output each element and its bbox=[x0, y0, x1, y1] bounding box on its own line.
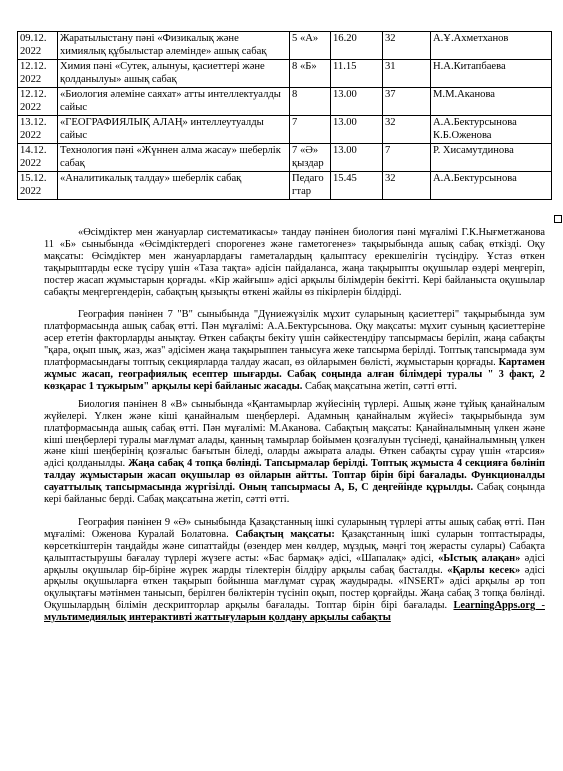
table-cell-time: 13.00 bbox=[331, 88, 383, 116]
table-cell-class: 7 «Ә» қыздар bbox=[290, 144, 331, 172]
paragraph-text: География пәнінен 9 «Ә» сыныбында Қазақстанның ішкі суларының түрлері атты ашық сабақ өтті. Пән мұғалімі: Оженова Куралай Болатовна. bbox=[44, 516, 545, 540]
paragraph-text: Сабақ мақсатына жетіп, сәтті өтті. bbox=[304, 380, 457, 392]
table-row bbox=[18, 116, 552, 144]
events-table-body bbox=[18, 32, 552, 200]
paragraph-biology-8v bbox=[44, 399, 545, 506]
table-row bbox=[18, 144, 552, 172]
paragraph-text: Биология пәнінен 8 «В» сыныбында «Қантамырлар жүйесінің түрлері. Ашық және тұйық қанайналым жүйелері. Үлкен және кіші қанайналым шеңберлері. Адамның қанайналым жүйесі» тақырыбында зум платформасында ашық сабақ өтті. Пән мұғалімі: М.Аканова. Сабақтың мақсаты: Қанайналымның үлкен және кіші шеңберлері туралы мағлұмат алады, қанның тамырлар бойымен қозғалуын түсінеді, қанайналымның үлкен және кіші шеңберінің қозғалыс бағытын біледі, оларды ажырата алады. Өткен сабақты сұрау үшін «тарсия» әдісі қолданылды. bbox=[44, 398, 545, 470]
table-cell-date: 13.12. 2022 bbox=[18, 116, 58, 144]
paragraph-geography-7v bbox=[44, 309, 545, 392]
table-resize-handle[interactable] bbox=[554, 215, 562, 223]
table-cell-class: 8 bbox=[290, 88, 331, 116]
paragraph-text: «Өсімдіктер мен жануарлар систематикасы» тандау пәнінен биология пәні мұғалімі Г.К.Нығметжанова 11 «Б» сыныбында «Өсімдіктердегі спорогенез және гаметогенез» тақырыбында ашық сабақ өткізді. Оқу мақсаты: Өсімдіктер мен жануарлардағы гаметалардың қалыптасу ерекшелігін түсіндіру. Ұстаз өткен тақырыптарды еске түсіру үшін «Таза тақта» әдісін пайдаланса, жаңа тақырыпты оқушылар өздері меңгеріп, постер жасап жұмыстарын қорғады. «Кір жайғыш» әдісі арқылы білімдерін бекітті. Кері байланыста оқушылар сабақты меңгергендерін, сабақтың қызықты өткені жайлы өз пікірлерін білдірді. bbox=[44, 227, 545, 298]
table-cell-count: 31 bbox=[383, 60, 431, 88]
table-cell-teacher: Р. Хисамутдинова bbox=[431, 144, 552, 172]
table-cell-time: 13.00 bbox=[331, 144, 383, 172]
table-cell-class: Педаго гтар bbox=[290, 172, 331, 200]
table-cell-count: 32 bbox=[383, 32, 431, 60]
table-cell-title: «Аналитикалық талдау» шеберлік сабақ bbox=[58, 172, 290, 200]
table-cell-teacher: А.А.Бектурсынова bbox=[431, 172, 552, 200]
paragraph-text: әдісі арқылы оқушыларға өткен тақырып бойынша мағлұмат сұрақ жаудырады. «INSERT» әдісі арқылы әр топ оқулықтағы мәтінмен танысып, берілген бөліктерін түсініп оқып, постер қорғайды. Жаңа сабақ 3 топқа бөлінді. Оқушылардың білімін дескрипторлар арқылы бағалады. Топтар бірін бірі бағалады. bbox=[44, 564, 545, 612]
table-row bbox=[18, 88, 552, 116]
paragraph-geography-9a bbox=[44, 517, 545, 624]
paragraph-text: әдісі арқылы оқушылар бір-біріне жүрек жарды тілектерін білдіру арқылы сабақ басталды. bbox=[44, 552, 545, 576]
table-cell-count: 32 bbox=[383, 172, 431, 200]
table-cell-teacher: А.Ұ.Ахметханов bbox=[431, 32, 552, 60]
table-cell-teacher: Н.А.Китапбаева bbox=[431, 60, 552, 88]
table-cell-title: «ГЕОГРАФИЯЛЫҚ АЛАҢ» интеллеутуалды сайыс bbox=[58, 116, 290, 144]
table-cell-class: 8 «Б» bbox=[290, 60, 331, 88]
paragraph-bold-text: Сабақтың мақсаты: bbox=[235, 528, 335, 540]
paragraph-bold-text: «Ыстық алақан» bbox=[438, 552, 521, 564]
table-cell-date: 12.12. 2022 bbox=[18, 60, 58, 88]
report-text bbox=[44, 227, 545, 624]
table-cell-count: 37 bbox=[383, 88, 431, 116]
table-cell-time: 15.45 bbox=[331, 172, 383, 200]
paragraph-text: География пәнінен 7 "В" сыныбында "Дүниежүзілік мұхит суларының қасиеттері" тақырыбында зум платформасында ашық сабақ өтті. Пән мұғалімі: А.А.Бектурсынова. Оқу мақсаты: мұхит суының қасиеттеріне әсер ететін факторларды анықтау. Өткен сабақты бекіту үшін сәйкестендіру тапсырмасы беріліп, жаңа сабақты "қара, оқып шық, жаз, жаз" әдісімен жаңа тақырыппен танысуға жеке тапсырма берілді. Топтық тапсырмада зум платформасындағы топтық секциярларда талдау жасап, өз ойларымен бөлісті, жұмыстарын қорғады. bbox=[44, 309, 545, 369]
paragraph-biology-11b bbox=[44, 227, 545, 298]
table-cell-time: 13.00 bbox=[331, 116, 383, 144]
table-cell-class: 5 «А» bbox=[290, 32, 331, 60]
table-cell-title: Технология пәні «Жүннен алма жасау» шеберлік сабақ bbox=[58, 144, 290, 172]
table-row bbox=[18, 32, 552, 60]
table-cell-title: Химия пәні «Сутек, алынуы, қасиеттері және қолданылуы» ашық сабақ bbox=[58, 60, 290, 88]
paragraph-text: Қазақстанның ішкі суларын топтастырады, көрсеткіштерін таңдайды және сипаттайды (өзендер мен көлдер, мұздық, мәңгі тоң жерасты сулары) Сабақта қалыптастырушы бағалау түрлері жүзеге асты: «Бас бармақ» әдісі, «Шапалақ» әдісі, bbox=[44, 528, 545, 564]
table-cell-title: Жаратылыстану пәні «Физикалық және химиялық құбылыстар әлемінде» ашық сабақ bbox=[58, 32, 290, 60]
table-cell-class: 7 bbox=[290, 116, 331, 144]
table-cell-date: 14.12. 2022 bbox=[18, 144, 58, 172]
table-cell-date: 09.12. 2022 bbox=[18, 32, 58, 60]
paragraph-bold-text: Картамен жұмыс жасап, географиялық есептер шығарды. Сабақ соңында алған білімдері туралы " 3 факт, 2 көзқарас 1 тұжырым" арқылы кері байланыс жасады. bbox=[44, 357, 545, 392]
table-cell-count: 32 bbox=[383, 116, 431, 144]
paragraph-bold-underlined-text[interactable]: LearningApps.org - мультимедиялық интерактивті жаттығуларын қолдану арқылы сабақты bbox=[44, 600, 545, 624]
table-cell-teacher: М.М.Аканова bbox=[431, 88, 552, 116]
table-cell-time: 11.15 bbox=[331, 60, 383, 88]
table-row bbox=[18, 172, 552, 200]
paragraph-text: Сабақ соңында кері байланыс берді. Сабақ мақсатына жетіп, сәтті өтті. bbox=[44, 482, 545, 506]
table-cell-teacher: А.А.Бектурсынова К.Б.Оженова bbox=[431, 116, 552, 144]
table-cell-date: 15.12. 2022 bbox=[18, 172, 58, 200]
paragraph-bold-text: Жаңа сабақ 4 топқа бөлінді. Тапсырмалар берілді. Топтық жұмыста 4 секцияға бөлініп талдау жұмыстарын жасап оқушылар өз ойларын айтты. Топтар бірін бірі бағалады. Функционалды сауаттылық тапсырмасында жүргізілді. Оның тапсырмасы А, Б, С деңгейінде құрылды. bbox=[44, 458, 545, 494]
table-row bbox=[18, 60, 552, 88]
table-cell-date: 12.12. 2022 bbox=[18, 88, 58, 116]
paragraph-bold-text: «Қарлы кесек» bbox=[447, 564, 521, 576]
events-table bbox=[17, 31, 552, 200]
table-cell-title: «Биология әлеміне саяхат» атты интеллектуалды сайыс bbox=[58, 88, 290, 116]
table-cell-count: 7 bbox=[383, 144, 431, 172]
table-cell-time: 16.20 bbox=[331, 32, 383, 60]
